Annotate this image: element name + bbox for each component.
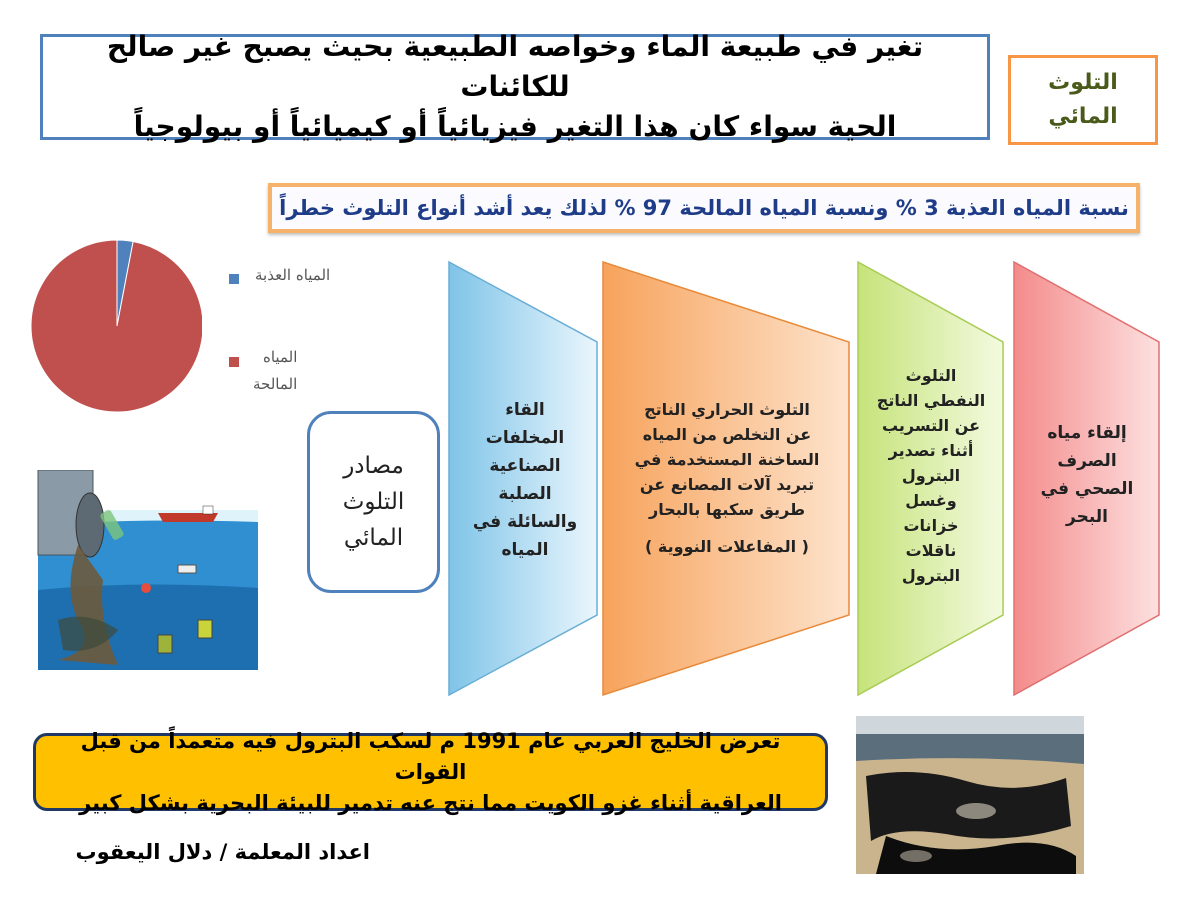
gulf-war-box: [33, 728, 828, 815]
pollution-cartoon: [18, 470, 258, 670]
oil-line: أثناء تصدير: [888, 440, 974, 460]
sewage-line: الصرف: [1057, 451, 1117, 471]
source-text-sewage: [1020, 410, 1154, 540]
sewage-line: البحر: [1066, 507, 1108, 527]
industrial-line: المياه: [501, 540, 549, 560]
oil-line: التلوث: [905, 365, 957, 385]
thermal-note: ( المفاعلات النووية ): [645, 537, 809, 556]
industrial-line: والسائلة في: [472, 512, 578, 532]
thermal-line: عن التخلص من المياه: [642, 425, 812, 444]
thermal-line: طريق سكبها بالبحار: [648, 500, 806, 519]
source-text-thermal: [612, 378, 842, 578]
legend-label-salt-2: المالحة: [253, 375, 298, 393]
industrial-line: المخلفات: [485, 428, 565, 448]
industrial-line: القاء: [505, 400, 545, 420]
industrial-line: الصناعية: [489, 456, 561, 476]
oil-line: خزانات: [903, 515, 959, 535]
oil-spill-photo: [856, 716, 1084, 874]
title-line-2: المائي: [1048, 104, 1118, 129]
sources-line-1: مصادر: [343, 453, 404, 479]
thermal-line: التلوث الحراري الناتج: [644, 400, 810, 419]
thermal-line: الساخنة المستخدمة في: [634, 450, 820, 469]
oil-line: عن التسريب: [881, 415, 981, 435]
oil-line: النفطي الناتج: [876, 390, 986, 410]
title-line-1: التلوث: [1048, 70, 1118, 95]
gulf-line-2: العراقية أثناء غزو الكويت مما نتج عنه تدمير للبيئة البحرية بشكل كبير: [79, 790, 782, 815]
oil-line: البترول: [901, 465, 961, 485]
gulf-line-1: تعرض الخليج العربي عام 1991 م لسكب البترول فيه متعمداً من قبل القوات: [80, 728, 781, 784]
source-text-industrial: [455, 380, 595, 580]
industrial-line: الصلبة: [498, 484, 552, 504]
thermal-line: تبريد آلات المصانع عن: [639, 475, 815, 494]
definition-line-1: تغير في طبيعة الماء وخواصه الطبيعية بحيث يصبح غير صالح للكائنات: [106, 30, 924, 103]
sources-line-3: المائي: [343, 525, 404, 551]
source-text-oil: [862, 345, 1000, 605]
definition-line-2: الحية سواء كان هذا التغير فيزيائياً أو كيميائياً أو بيولوجياً: [133, 110, 897, 143]
oil-line: وغسل: [905, 490, 957, 510]
legend-label-fresh: المياه العذبة: [255, 266, 331, 284]
sewage-line: الصحي في: [1040, 479, 1134, 499]
oil-line: البترول: [901, 565, 961, 585]
sewage-line: إلقاء مياه: [1047, 423, 1127, 443]
ratio-text: نسبة المياه العذبة 3 % ونسبة المياه المالحة 97 % لذلك يعد أشد أنواع التلوث خطراً: [279, 196, 1129, 220]
sources-line-2: التلوث: [342, 489, 405, 515]
legend-label-salt-1: المياه: [263, 348, 298, 366]
oil-line: ناقلات: [905, 540, 957, 560]
author-credit: اعداد المعلمة / دلال اليعقوب: [75, 840, 370, 864]
